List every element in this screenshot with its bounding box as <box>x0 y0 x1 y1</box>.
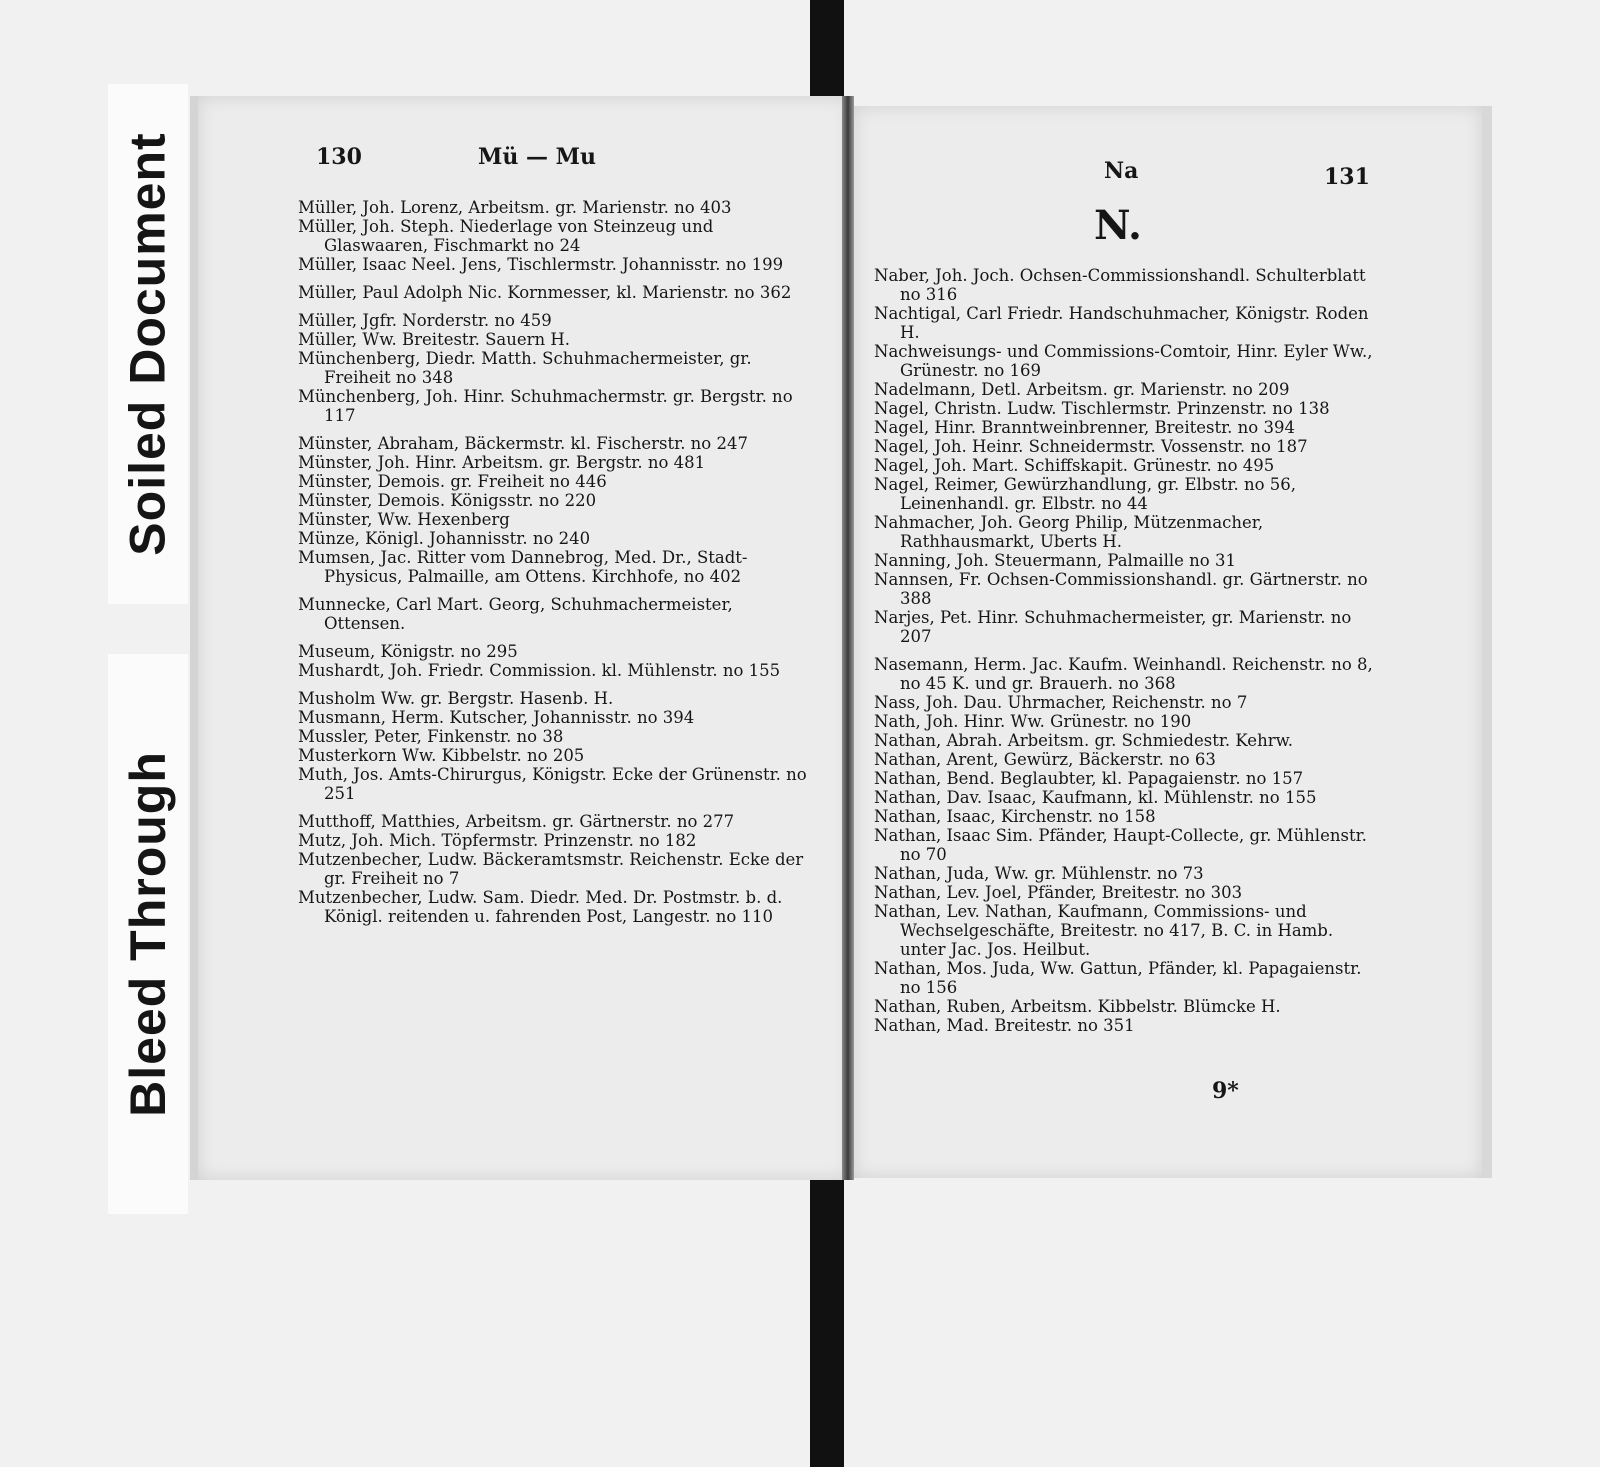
directory-entry: Mutzenbecher, Ludw. Bäckeramtsmstr. Reichenstr. Ecke der gr. Freiheit no 7 <box>298 850 804 888</box>
directory-entry: Mutthoff, Matthies, Arbeitsm. gr. Gärtnerstr. no 277 <box>298 812 735 831</box>
directory-entry: Nathan, Mad. Breitestr. no 351 <box>874 1016 1135 1035</box>
directory-entry: Nathan, Lev. Nathan, Kaufmann, Commissions- und Wechselgeschäfte, Breitestr. no 417, B. C. in Hamb. unter Jac. Jos. Heilbut. <box>874 902 1334 959</box>
directory-entry: Nahmacher, Joh. Georg Philip, Mützenmacher, Rathhausmarkt, Uberts H. <box>874 513 1264 551</box>
directory-entry: Münster, Ww. Hexenberg <box>298 510 510 529</box>
directory-entry: Münster, Abraham, Bäckermstr. kl. Fischerstr. no 247 <box>298 434 748 453</box>
directory-entry: Müller, Ww. Breitestr. Sauern H. <box>298 330 571 349</box>
directory-entry: Mumsen, Jac. Ritter vom Dannebrog, Med. Dr., Stadt-Physicus, Palmaille, am Ottens. Kirchhofe, no 402 <box>298 548 748 586</box>
book-spine <box>842 96 854 1180</box>
directory-entry: Müller, Joh. Steph. Niederlage von Steinzeug und Glaswaaren, Fischmarkt no 24 <box>298 217 714 255</box>
right-entry-list <box>874 266 1374 1035</box>
directory-entry: Münster, Demois. Königsstr. no 220 <box>298 491 597 510</box>
gutter-bar-bottom <box>810 1172 844 1467</box>
directory-entry: Nath, Joh. Hinr. Ww. Grünestr. no 190 <box>874 712 1192 731</box>
directory-entry: Nachtigal, Carl Friedr. Handschuhmacher, Königstr. Roden H. <box>874 304 1369 342</box>
directory-entry: Nadelmann, Detl. Arbeitsm. gr. Marienstr. no 209 <box>874 380 1290 399</box>
directory-entry: Muth, Jos. Amts-Chirurgus, Königstr. Ecke der Grünenstr. no 251 <box>298 765 807 803</box>
directory-entry: Nathan, Bend. Beglaubter, kl. Papagaienstr. no 157 <box>874 769 1304 788</box>
directory-entry: Münster, Demois. gr. Freiheit no 446 <box>298 472 607 491</box>
directory-entry: Münze, Königl. Johannisstr. no 240 <box>298 529 591 548</box>
directory-entry: Mussler, Peter, Finkenstr. no 38 <box>298 727 564 746</box>
directory-entry: Nagel, Joh. Heinr. Schneidermstr. Vossenstr. no 187 <box>874 437 1308 456</box>
directory-entry: Naber, Joh. Joch. Ochsen-Commissionshandl. Schulterblatt no 316 <box>874 266 1366 304</box>
directory-entry: Nathan, Mos. Juda, Ww. Gattun, Pfänder, kl. Papagaienstr. no 156 <box>874 959 1362 997</box>
directory-entry: Münster, Joh. Hinr. Arbeitsm. gr. Bergstr. no 481 <box>298 453 706 472</box>
right-page <box>854 106 1492 1178</box>
soiled-document-stamp: Soiled Document <box>108 84 188 604</box>
directory-entry: Nathan, Ruben, Arbeitsm. Kibbelstr. Blümcke H. <box>874 997 1281 1016</box>
directory-entry: Nasemann, Herm. Jac. Kaufm. Weinhandl. Reichenstr. no 8, no 45 K. und gr. Brauerh. no 368 <box>874 655 1373 693</box>
directory-entry: Munnecke, Carl Mart. Georg, Schuhmachermeister, Ottensen. <box>298 595 733 633</box>
directory-entry: Nathan, Dav. Isaac, Kaufmann, kl. Mühlenstr. no 155 <box>874 788 1317 807</box>
condition-stamps <box>98 84 190 1144</box>
directory-entry: Müller, Paul Adolph Nic. Kornmesser, kl. Marienstr. no 362 <box>298 283 792 302</box>
directory-entry: Nathan, Lev. Joel, Pfänder, Breitestr. no 303 <box>874 883 1243 902</box>
directory-entry: Nathan, Isaac, Kirchenstr. no 158 <box>874 807 1156 826</box>
left-page-number: 130 <box>316 144 362 170</box>
left-page <box>190 96 850 1180</box>
directory-entry: Museum, Königstr. no 295 <box>298 642 518 661</box>
directory-entry: Nannsen, Fr. Ochsen-Commissionshandl. gr. Gärtnerstr. no 388 <box>874 570 1368 608</box>
directory-entry: Nachweisungs- und Commissions-Comtoir, Hinr. Eyler Ww., Grünestr. no 169 <box>874 342 1373 380</box>
signature-mark: 9* <box>1212 1078 1239 1104</box>
directory-entry: Nass, Joh. Dau. Uhrmacher, Reichenstr. no 7 <box>874 693 1248 712</box>
directory-entry: Müller, Isaac Neel. Jens, Tischlermstr. Johannisstr. no 199 <box>298 255 784 274</box>
gutter-bar-top <box>810 0 844 108</box>
directory-entry: Müller, Joh. Lorenz, Arbeitsm. gr. Marienstr. no 403 <box>298 198 732 217</box>
directory-entry: Nathan, Juda, Ww. gr. Mühlenstr. no 73 <box>874 864 1204 883</box>
directory-entry: Narjes, Pet. Hinr. Schuhmachermeister, gr. Marienstr. no 207 <box>874 608 1352 646</box>
right-page-number: 131 <box>1324 164 1370 190</box>
directory-entry: Nagel, Joh. Mart. Schiffskapit. Grünestr. no 495 <box>874 456 1275 475</box>
directory-entry: Nanning, Joh. Steuermann, Palmaille no 31 <box>874 551 1236 570</box>
right-page-heading: Na <box>1104 158 1139 184</box>
directory-entry: Nagel, Christn. Ludw. Tischlermstr. Prinzenstr. no 138 <box>874 399 1330 418</box>
directory-entry: Nathan, Isaac Sim. Pfänder, Haupt-Collecte, gr. Mühlenstr. no 70 <box>874 826 1367 864</box>
directory-entry: Mutz, Joh. Mich. Töpfermstr. Prinzenstr. no 182 <box>298 831 697 850</box>
bleed-through-stamp: Bleed Through <box>108 654 188 1214</box>
directory-entry: Mushardt, Joh. Friedr. Commission. kl. Mühlenstr. no 155 <box>298 661 781 680</box>
directory-entry: Nagel, Hinr. Branntweinbrenner, Breitestr. no 394 <box>874 418 1295 437</box>
directory-entry: Müller, Jgfr. Norderstr. no 459 <box>298 311 552 330</box>
directory-entry: Musmann, Herm. Kutscher, Johannisstr. no 394 <box>298 708 695 727</box>
directory-entry: Nathan, Abrah. Arbeitsm. gr. Schmiedestr. Kehrw. <box>874 731 1293 750</box>
directory-entry: Mutzenbecher, Ludw. Sam. Diedr. Med. Dr. Postmstr. b. d. Königl. reitenden u. fahrenden Post, Langestr. no 110 <box>298 888 783 926</box>
directory-entry: Musholm Ww. gr. Bergstr. Hasenb. H. <box>298 689 614 708</box>
section-letter: N. <box>1094 202 1142 249</box>
directory-entry: Musterkorn Ww. Kibbelstr. no 205 <box>298 746 585 765</box>
open-book <box>190 96 1484 1180</box>
left-entry-list <box>298 198 808 926</box>
left-page-heading: Mü — Mu <box>478 144 597 170</box>
directory-entry: Nathan, Arent, Gewürz, Bäckerstr. no 63 <box>874 750 1216 769</box>
directory-entry: Münchenberg, Joh. Hinr. Schuhmachermstr. gr. Bergstr. no 117 <box>298 387 793 425</box>
directory-entry: Münchenberg, Diedr. Matth. Schuhmachermeister, gr. Freiheit no 348 <box>298 349 752 387</box>
directory-entry: Nagel, Reimer, Gewürzhandlung, gr. Elbstr. no 56, Leinenhandl. gr. Elbstr. no 44 <box>874 475 1297 513</box>
